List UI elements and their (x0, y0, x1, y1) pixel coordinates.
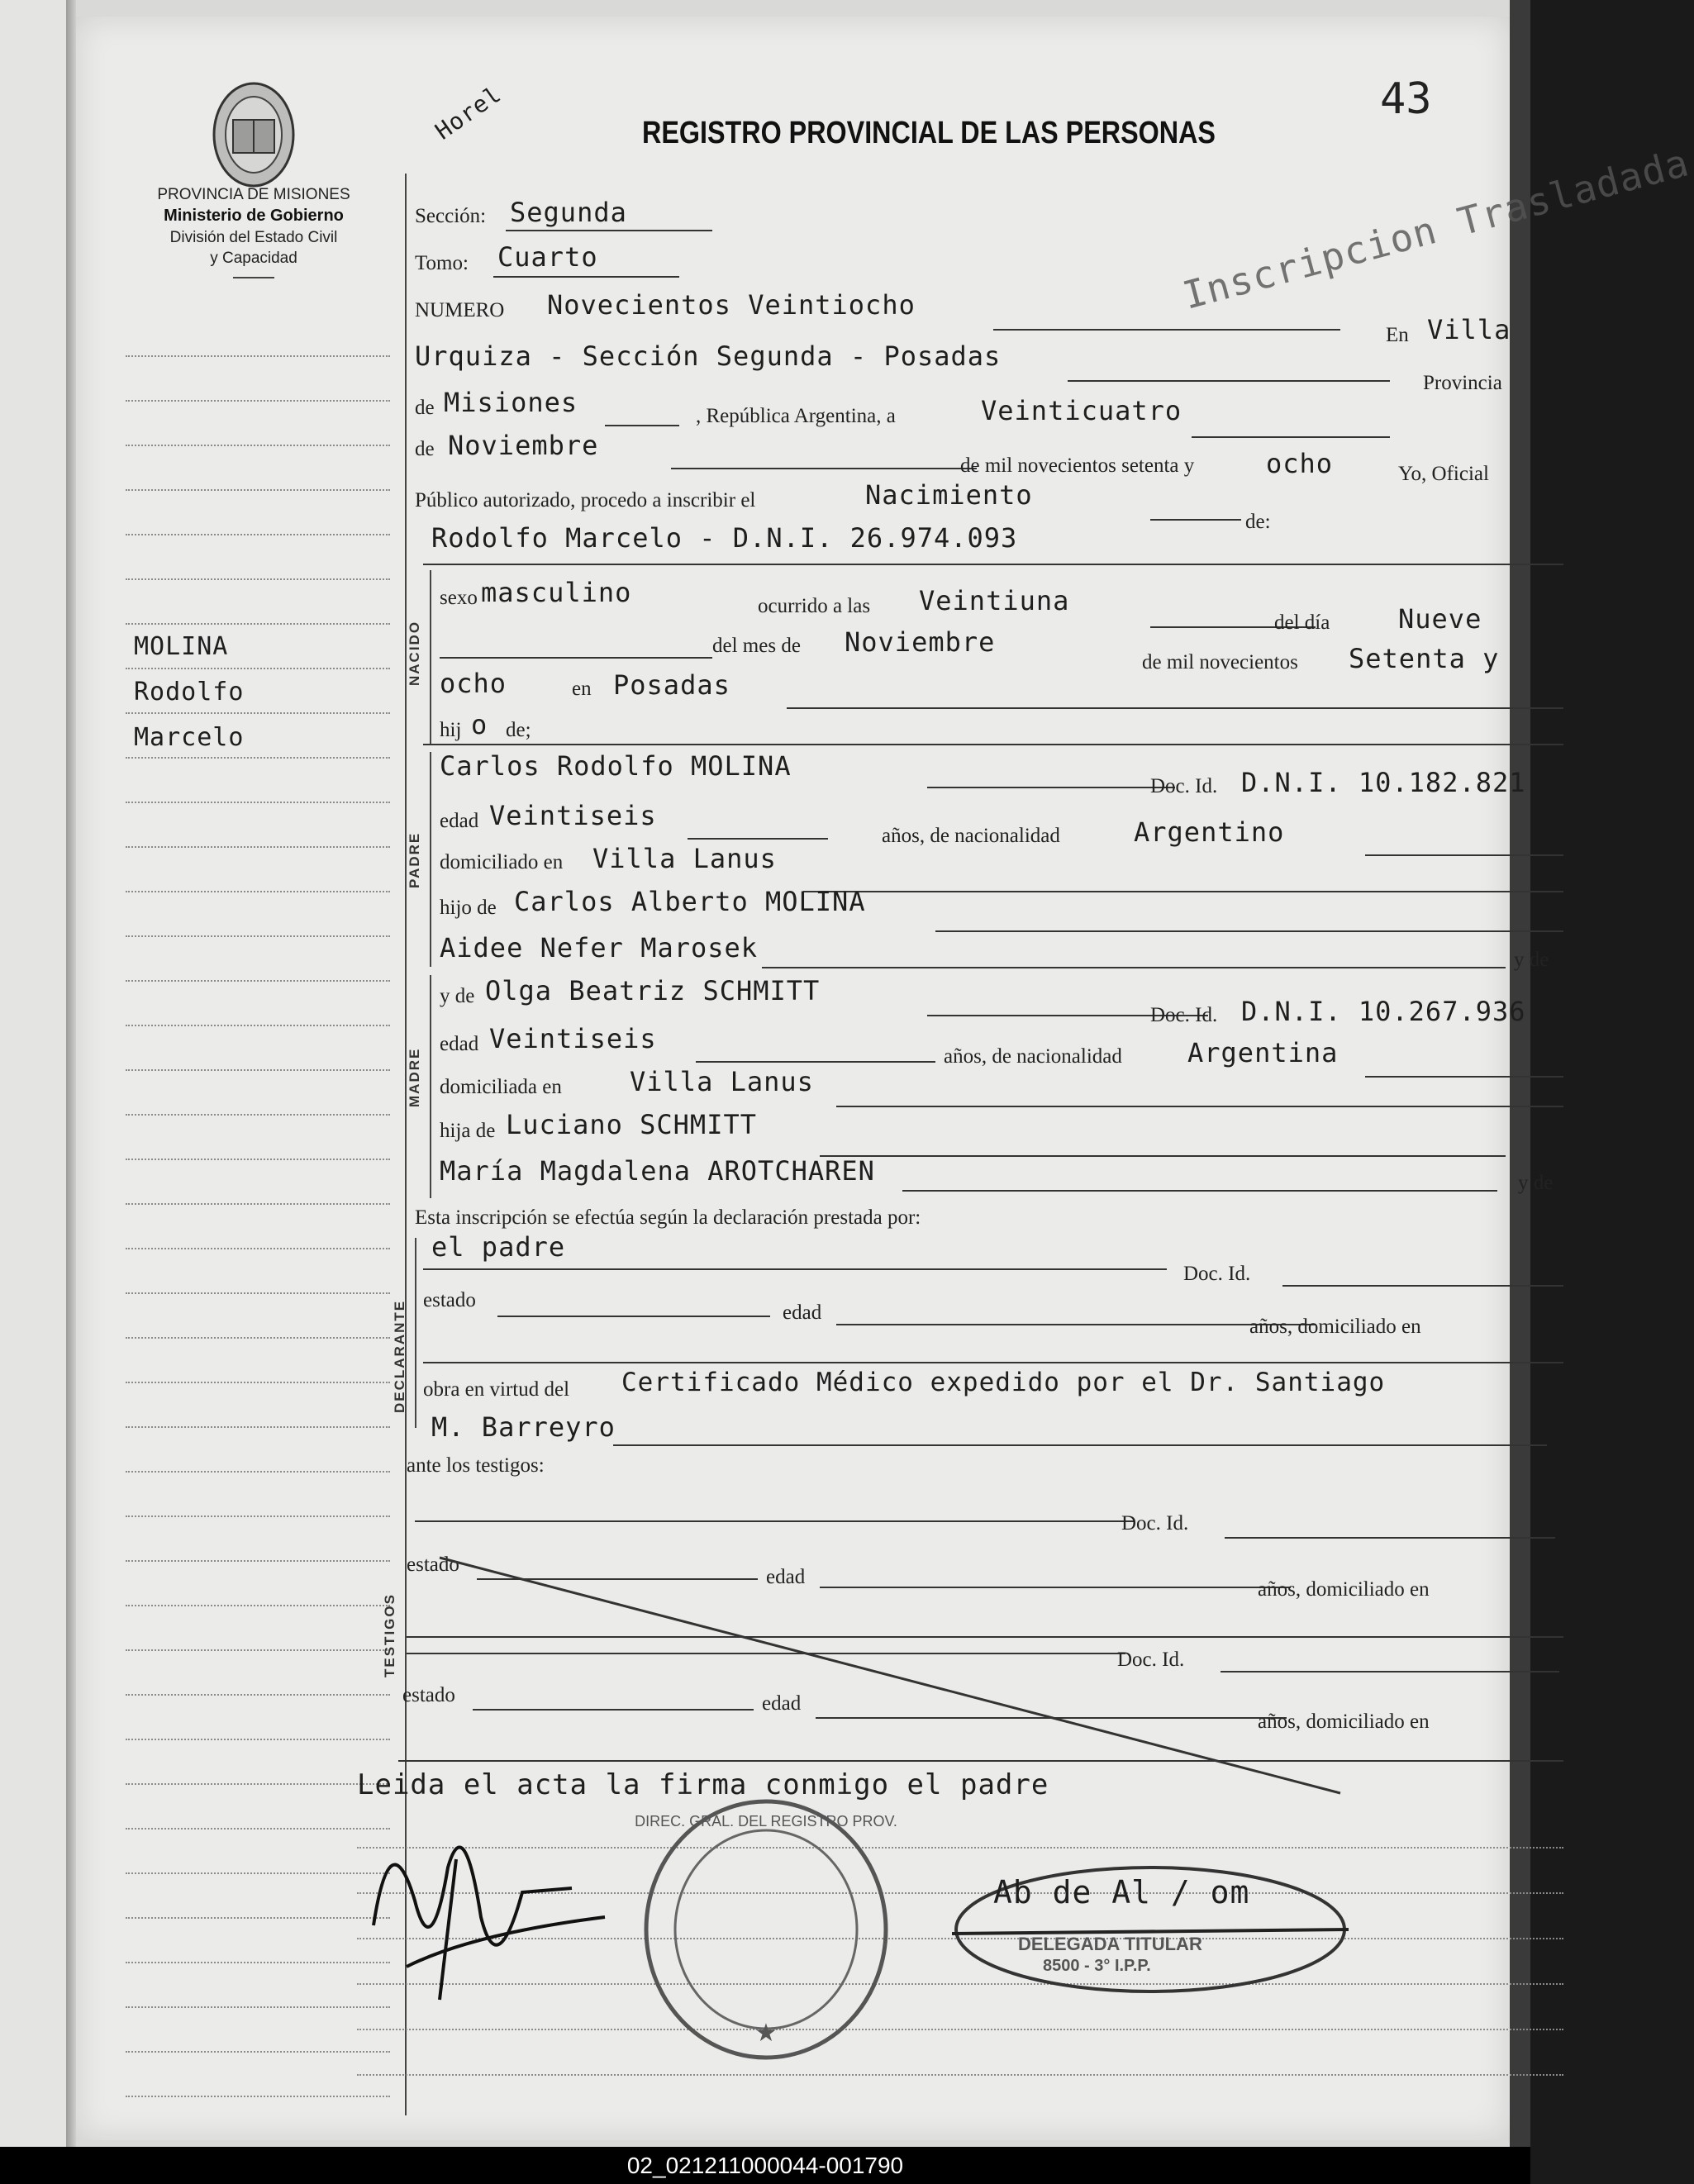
inscripto-value: Rodolfo Marcelo - D.N.I. 26.974.093 (431, 522, 1018, 554)
padre-madre-value: Aidee Nefer Marosek (440, 932, 759, 964)
inscripto-line (423, 564, 1563, 565)
margin-rule (126, 1649, 390, 1651)
nacido-bracket (430, 570, 431, 744)
padre-yde-label: y de (1514, 949, 1549, 971)
org-line-2: Ministerio de Gobierno (164, 207, 344, 225)
closing-text: Leida el acta la firma conmigo el padre (357, 1768, 1049, 1801)
mes-nac-label: del mes de (712, 635, 801, 657)
madre-nombre: Olga Beatriz SCHMITT (485, 975, 821, 1006)
padre-nac-value: Argentino (1134, 816, 1285, 848)
round-stamp-text: DIREC. GRAL. DEL REGISTRO PROV. (635, 1813, 897, 1830)
padre-padre-value: Carlos Alberto MOLINA (514, 886, 866, 917)
margin-rule (126, 891, 390, 892)
anio-nac-label: de mil novecientos (1142, 651, 1298, 673)
padre-dom-label: domiciliado en (440, 851, 564, 873)
mes-line (671, 468, 977, 469)
padre-edad-label: edad (440, 810, 479, 832)
margin-rule (126, 445, 390, 446)
madre-doc-label: Doc. Id. (1150, 1004, 1218, 1026)
margin-rule (126, 1069, 390, 1071)
mes-nac-value: Noviembre (845, 626, 996, 658)
declarante-estado-line (497, 1316, 770, 1317)
madre-nac-value: Argentina (1187, 1037, 1339, 1068)
anio-nac-value-2: ocho (440, 668, 507, 699)
page-title: REGISTRO PROVINCIAL DE LAS PERSONAS (642, 116, 1216, 150)
margin-rule (126, 400, 390, 402)
tomo-label: Tomo: (415, 252, 469, 274)
margin-rule (126, 1694, 390, 1696)
hijo-value: o (471, 709, 488, 740)
dia-value: Veinticuatro (981, 395, 1182, 426)
padre-nombre-line (927, 787, 1175, 788)
book-edge (1510, 0, 1530, 2147)
margin-surname: MOLINA (134, 632, 229, 661)
declarante-nombre: el padre (431, 1231, 566, 1263)
margin-rule (126, 757, 390, 759)
margin-rule (126, 712, 390, 714)
padre-doc-label: Doc. Id. (1150, 775, 1218, 797)
official-signature: Ab de Al / om (993, 1874, 1250, 1910)
testigos-bracket (405, 1486, 407, 1750)
madre-nac-label: años, de nacionalidad (944, 1045, 1122, 1068)
hijo-de-label: de; (506, 719, 531, 741)
testigo2-doc-label: Doc. Id. (1117, 1649, 1185, 1671)
numero-label: NUMERO (415, 299, 505, 321)
declarante-doc-line (1282, 1285, 1563, 1287)
footer-id: 02_021211000044-001790 (0, 2147, 1530, 2184)
ocurrido-label: ocurrido a las (758, 595, 871, 617)
seccion-label: Sección: (415, 205, 487, 227)
org-line-3: División del Estado Civil (169, 229, 338, 246)
transfer-stamp: Inscripcion Trasladada (1178, 140, 1694, 318)
lugar-nac-value: Posadas (613, 669, 730, 701)
margin-rule (126, 2051, 390, 2053)
lugar-value: Urquiza - Sección Segunda - Posadas (415, 340, 1002, 372)
numero-line (993, 329, 1340, 331)
madre-padre-line (820, 1155, 1506, 1157)
madre-doc-value: D.N.I. 10.267.936 (1241, 996, 1526, 1027)
padre-edad-value: Veintiseis (489, 800, 657, 831)
declarante-edad-line (836, 1324, 1316, 1325)
nacido-end-line (423, 744, 1563, 745)
margin-rule (126, 2096, 390, 2097)
blank-nac-line (440, 657, 712, 659)
provincia-label: Provincia (1423, 372, 1502, 394)
margin-rule (126, 1515, 390, 1517)
dia-line (1192, 436, 1390, 438)
dia-nac-label: del día (1274, 611, 1330, 634)
testigo2-edad-label: edad (762, 1692, 802, 1715)
svg-text:★: ★ (754, 2020, 778, 2047)
tomo-line (493, 276, 679, 278)
obra-line (613, 1444, 1547, 1446)
margin-rule (126, 846, 390, 848)
obra-label: obra en virtud del (423, 1378, 570, 1401)
margin-rule (126, 1962, 390, 1963)
margin-rule (126, 1426, 390, 1428)
margin-rule (126, 1560, 390, 1562)
madre-bracket (430, 975, 431, 1198)
hora-value: Veintiuna (919, 585, 1070, 616)
official-title: DELEGADA TITULAR (1018, 1934, 1202, 1954)
margin-rule (126, 1025, 390, 1026)
de3-label: de: (1245, 511, 1271, 533)
anio-value: ocho (1266, 448, 1334, 479)
madre-dom-label: domiciliada en (440, 1076, 562, 1098)
testigos-intro: ante los testigos: (407, 1454, 545, 1477)
acto-line (1150, 519, 1241, 521)
madre-padre-value: Luciano SCHMITT (506, 1109, 757, 1140)
testigo2-estado-label: estado (402, 1684, 455, 1706)
margin-rule (126, 355, 390, 357)
closing-rule (357, 2029, 1563, 2030)
declarante-dom-label: años, domiciliado en (1249, 1316, 1421, 1338)
de-label: de (415, 397, 435, 419)
padre-hijo-label: hijo de (440, 897, 497, 919)
lugar-line (1068, 380, 1390, 382)
en-nac-label: en (572, 678, 592, 700)
declarante-nombre-line (423, 1268, 1167, 1270)
mes-value: Noviembre (448, 430, 599, 461)
margin-rule (126, 802, 390, 803)
seccion-line (506, 230, 712, 231)
padre-doc-value: D.N.I. 10.182.821 (1241, 767, 1526, 798)
testigo1-edad-label: edad (766, 1566, 806, 1588)
de2-label: de (415, 438, 435, 460)
registry-round-stamp (630, 1793, 902, 2066)
margin-rule (126, 1292, 390, 1294)
numero-value: Novecientos Veintiocho (547, 289, 916, 321)
margin-rule (126, 980, 390, 982)
testigo1-nombre-line (415, 1520, 1134, 1522)
madre-edad-value: Veintiseis (489, 1023, 657, 1054)
declarante-section-label: DECLARANTE (392, 1299, 407, 1413)
declarante-edad-label: edad (783, 1301, 822, 1324)
margin-rule (126, 1337, 390, 1339)
padre-padre-line (935, 930, 1563, 932)
padre-dom-line (803, 891, 1563, 892)
testigos-section-label: TESTIGOS (382, 1593, 397, 1677)
madre-section-label: MADRE (407, 1047, 422, 1107)
book-spine (66, 0, 76, 2147)
declaracion-intro: Esta inscripción se efectúa según la declaración prestada por: (415, 1206, 921, 1229)
margin-rule (126, 2006, 390, 2008)
madre-hija-label: hija de (440, 1120, 496, 1142)
testigo1-doc-line (1225, 1537, 1555, 1539)
father-signature (357, 1801, 671, 2016)
madre-dom-value: Villa Lanus (630, 1066, 814, 1097)
padre-nac-label: años, de nacionalidad (882, 825, 1060, 847)
padre-edad-line (688, 838, 828, 840)
margin-rule (126, 1471, 390, 1473)
padre-nac-line (1365, 854, 1563, 856)
en-label: En (1386, 324, 1409, 346)
madre-yde-label: y de (440, 985, 475, 1007)
dia-nac-value: Nueve (1398, 603, 1482, 635)
testigos-cancel-stroke (440, 1554, 1349, 1801)
testigo2-dom-label: años, domiciliado en (1258, 1711, 1430, 1733)
padre-bracket (430, 752, 431, 967)
official-line-2: 8500 - 3° I.P.P. (1043, 1957, 1151, 1975)
nacido-section-label: NACIDO (407, 620, 422, 686)
org-line-1: PROVINCIA DE MISIONES (157, 186, 350, 203)
margin-rule (126, 1159, 390, 1160)
madre-yde2-label: y de (1518, 1172, 1554, 1194)
acto-value: Nacimiento (865, 479, 1033, 511)
margin-rule (126, 489, 390, 491)
padre-section-label: PADRE (407, 831, 422, 888)
provincial-seal-icon (208, 79, 299, 194)
register-sheet (76, 17, 1694, 2140)
margin-rule (126, 1739, 390, 1740)
madre-madre-line (902, 1190, 1497, 1192)
margin-name-2: Marcelo (134, 723, 245, 752)
sexo-value: masculino (481, 577, 632, 608)
margin-rule (126, 1783, 390, 1785)
margin-rule (126, 1828, 390, 1830)
margin-rule (126, 1605, 390, 1606)
declarante-dom-line (423, 1362, 1563, 1363)
obra-value-2: M. Barreyro (431, 1411, 616, 1443)
testigo1-doc-label: Doc. Id. (1121, 1512, 1189, 1535)
declarante-estado-label: estado (423, 1289, 476, 1311)
margin-rule (126, 668, 390, 669)
publico-label: Público autorizado, procedo a inscribir el (415, 489, 756, 512)
page-number: 43 (1380, 74, 1432, 124)
margin-rule (126, 1382, 390, 1383)
org-line-4: y Capacidad (210, 250, 297, 267)
madre-edad-label: edad (440, 1033, 479, 1055)
madre-edad-line (696, 1061, 935, 1063)
margin-rule (126, 935, 390, 937)
padre-nombre: Carlos Rodolfo MOLINA (440, 750, 792, 782)
closing-rule (357, 2074, 1563, 2076)
madre-madre-value: María Magdalena AROTCHAREN (440, 1155, 875, 1187)
margin-rule (126, 1203, 390, 1205)
republica-label: , República Argentina, a (696, 405, 896, 427)
testigo1-dom-label: años, domiciliado en (1258, 1578, 1430, 1601)
facing-page-edge (0, 0, 68, 2147)
hijo-label: hij (440, 719, 462, 741)
declarante-bracket (415, 1238, 416, 1428)
padre-madre-line (762, 967, 1506, 968)
lugar-nac-line (787, 707, 1563, 709)
seccion-value: Segunda (510, 197, 627, 228)
org-divider (233, 277, 274, 278)
oficial-label: Yo, Oficial (1398, 463, 1489, 485)
margin-rule (126, 1248, 390, 1249)
top-annotation: Horel (430, 80, 507, 145)
sexo-label: sexo (440, 587, 478, 609)
margin-rule (126, 578, 390, 580)
anio-nac-value: Setenta y (1349, 643, 1500, 674)
madre-nac-line (1365, 1076, 1563, 1078)
margin-rule (126, 1114, 390, 1116)
margin-rule (126, 623, 390, 625)
provincia-line (605, 425, 679, 426)
madre-dom-line (836, 1106, 1563, 1107)
obra-value: Certificado Médico expedido por el Dr. Santiago (621, 1368, 1386, 1397)
margin-name-1: Rodolfo (134, 678, 245, 707)
en-value: Villa (1427, 314, 1511, 345)
provincia-value: Misiones (444, 387, 578, 418)
padre-dom-value: Villa Lanus (592, 843, 777, 874)
declarante-doc-label: Doc. Id. (1183, 1263, 1251, 1285)
testigo1-estado-label: estado (407, 1554, 459, 1576)
margin-rule (126, 534, 390, 535)
tomo-value: Cuarto (497, 241, 598, 273)
margin-rule (126, 1917, 390, 1919)
anio-label: de mil novecientos setenta y (960, 454, 1195, 477)
margin-rule (126, 1872, 390, 1874)
